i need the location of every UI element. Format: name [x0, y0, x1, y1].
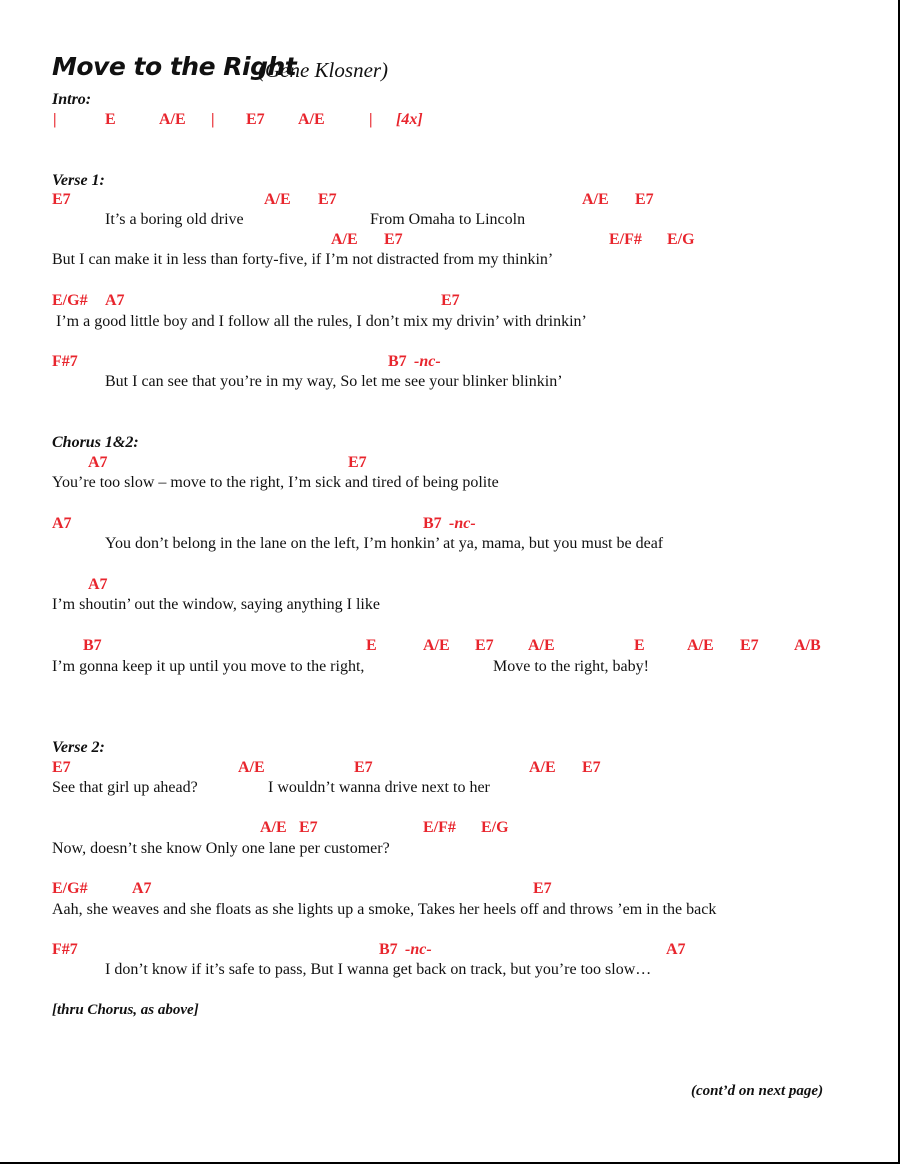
- chord: A/E: [582, 191, 609, 208]
- lyric-line: You’re too slow – move to the right, I’m sick and tired of being polite: [52, 474, 499, 491]
- chord: A/E: [528, 637, 555, 654]
- chord: E: [366, 637, 377, 654]
- chord: E7: [475, 637, 494, 654]
- chord: E7: [52, 191, 71, 208]
- intro-chord: A/E: [298, 111, 325, 128]
- chord: B7: [379, 941, 398, 958]
- chord: A/E: [529, 759, 556, 776]
- lyric-line: But I can make it in less than forty-five, if I’m not distracted from my thinkin’: [52, 251, 554, 268]
- chord: E7: [318, 191, 337, 208]
- lyric-line: I don’t know if it’s safe to pass, But I wanna get back on track, but you’re too slow…: [105, 961, 652, 978]
- chorus-header: Chorus 1&2:: [52, 434, 139, 451]
- chord: B7: [83, 637, 102, 654]
- intro-bar: |: [53, 111, 57, 128]
- verse2-header: Verse 2:: [52, 739, 105, 756]
- lyric-line: I’m shoutin’ out the window, saying anything I like: [52, 596, 380, 613]
- lyric-line: It’s a boring old drive: [105, 211, 244, 228]
- composer: (Gene Klosner): [258, 58, 389, 82]
- lyric-line: Now, doesn’t she know Only one lane per customer?: [52, 840, 390, 857]
- chord: E7: [52, 759, 71, 776]
- intro-chord: A/E: [159, 111, 186, 128]
- chord: E7: [635, 191, 654, 208]
- lyric-line: Move to the right, baby!: [493, 658, 649, 675]
- chord: A/E: [423, 637, 450, 654]
- chord: A/E: [260, 819, 287, 836]
- intro-chord: E: [105, 111, 116, 128]
- lyric-line: I’m gonna keep it up until you move to the right,: [52, 658, 365, 675]
- chord: A/E: [687, 637, 714, 654]
- chord: E/G#: [52, 292, 88, 309]
- intro-bar: |: [211, 111, 215, 128]
- chord: E7: [582, 759, 601, 776]
- chord: E/G: [667, 231, 695, 248]
- chord: E7: [299, 819, 318, 836]
- chord: E7: [384, 231, 403, 248]
- chord: F#7: [52, 941, 78, 958]
- chord: A7: [666, 941, 686, 958]
- verse1-header: Verse 1:: [52, 172, 105, 189]
- chord: B7: [423, 515, 442, 532]
- thru-chorus-note: [thru Chorus, as above]: [52, 1002, 199, 1018]
- chord: E/F#: [423, 819, 456, 836]
- chord: E7: [441, 292, 460, 309]
- song-title: Move to the Right: [52, 52, 297, 81]
- chord: A/E: [238, 759, 265, 776]
- no-chord-mark: -nc-: [414, 353, 441, 370]
- chord: A7: [88, 454, 108, 471]
- chord: A/B: [794, 637, 821, 654]
- chord: E/F#: [609, 231, 642, 248]
- no-chord-mark: -nc-: [405, 941, 432, 958]
- chord: E7: [533, 880, 552, 897]
- chord: E: [634, 637, 645, 654]
- intro-bar: |: [369, 111, 373, 128]
- chord: A7: [132, 880, 152, 897]
- chord: A7: [105, 292, 125, 309]
- chord: E7: [740, 637, 759, 654]
- lyric-line: You don’t belong in the lane on the left, I’m honkin’ at ya, mama, but you must be deaf: [105, 535, 664, 552]
- no-chord-mark: -nc-: [449, 515, 476, 532]
- chord: A/E: [264, 191, 291, 208]
- lyric-line: I’m a good little boy and I follow all the rules, I don’t mix my drivin’ with drinkin’: [52, 313, 587, 330]
- chord: A/E: [331, 231, 358, 248]
- intro-header: Intro:: [52, 91, 92, 108]
- chord: E/G#: [52, 880, 88, 897]
- intro-chord: E7: [246, 111, 265, 128]
- chord: A7: [52, 515, 72, 532]
- lyric-line: Aah, she weaves and she floats as she lights up a smoke, Takes her heels off and throws ’em in the back: [52, 901, 717, 918]
- lyric-line: I wouldn’t wanna drive next to her: [268, 779, 490, 796]
- lyric-line: But I can see that you’re in my way, So let me see your blinker blinkin’: [105, 373, 563, 390]
- lyric-line: See that girl up ahead?: [52, 779, 198, 796]
- chord: B7: [388, 353, 407, 370]
- chord: A7: [88, 576, 108, 593]
- chord: E7: [348, 454, 367, 471]
- lyric-line: From Omaha to Lincoln: [370, 211, 526, 228]
- chord: E/G: [481, 819, 509, 836]
- chord: E7: [354, 759, 373, 776]
- intro-repeat: [4x]: [396, 111, 423, 128]
- chord: F#7: [52, 353, 78, 370]
- continued-note: (cont’d on next page): [691, 1083, 824, 1099]
